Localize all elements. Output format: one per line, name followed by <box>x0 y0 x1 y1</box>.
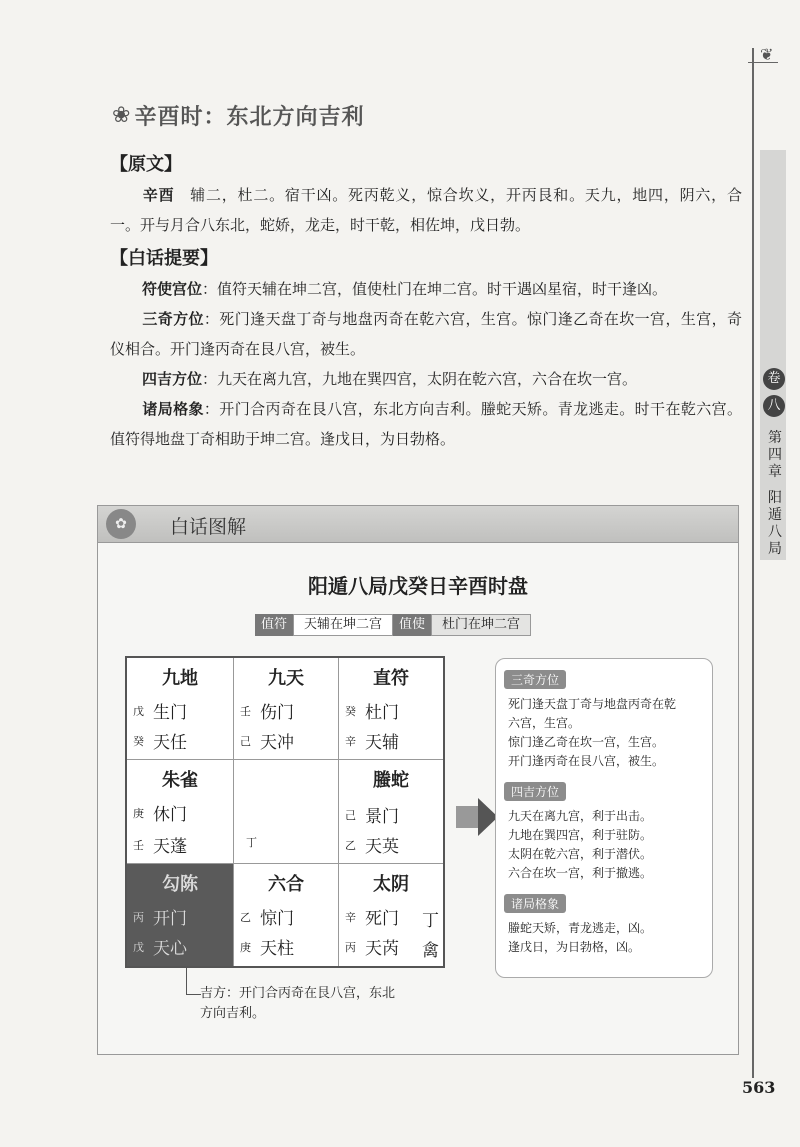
deity: 勾陈 <box>162 874 198 895</box>
stem: 庚 <box>240 940 251 954</box>
emblem-icon: ✿ <box>106 509 136 539</box>
vernacular-item <box>110 304 742 364</box>
page-border <box>752 48 754 1078</box>
original-text <box>110 180 742 240</box>
deity: 九天 <box>268 668 304 689</box>
stem: 戊 <box>133 704 144 718</box>
info-line: 六宫，生宫。 <box>508 716 581 730</box>
stem: 乙 <box>240 910 251 924</box>
zhifu-zhishi-bar <box>255 614 531 636</box>
chapter-label: 第四章 <box>768 430 782 480</box>
star: 天心 <box>153 939 187 959</box>
door: 景门 <box>365 807 399 827</box>
star: 天英 <box>365 837 399 857</box>
deity: 九地 <box>162 668 198 689</box>
stem: 辛 <box>345 910 356 924</box>
cloud-ornament-icon: ❀ <box>112 103 131 128</box>
diagram-title: 阳遁八局戊癸日辛酉时盘 <box>308 574 528 598</box>
star: 天芮 <box>365 939 399 959</box>
stem: 己 <box>240 734 251 748</box>
stem: 乙 <box>345 838 356 852</box>
original-body: 辅二，杜二。宿干凶。死丙乾义，惊合坎义，开丙艮和。天九，地四，阴六，合一。开与月合八东北，蛇娇，龙走，时干乾，相佐坤，戊日勃。 <box>110 186 742 234</box>
info-line: 逢戊日，为日勃格，凶。 <box>508 940 641 954</box>
star: 天柱 <box>260 939 294 959</box>
stem: 壬 <box>240 704 251 718</box>
door: 休门 <box>153 805 187 825</box>
stem: 丙 <box>133 910 144 924</box>
info-line: 死门逢天盘丁奇与地盘丙奇在乾 <box>508 697 677 711</box>
door: 惊门 <box>260 909 294 929</box>
deity: 直符 <box>373 668 409 689</box>
palace-cell <box>234 864 339 966</box>
vernacular-item <box>110 394 742 454</box>
stem: 丙 <box>345 940 356 954</box>
juan-number-badge: 八 <box>763 395 785 417</box>
info-line: 太阴在乾六宫，利于潜伏。 <box>508 847 653 861</box>
tag-three-qi: 三奇方位 <box>504 670 566 689</box>
star: 天辅 <box>365 733 399 753</box>
deity: 六合 <box>268 874 304 895</box>
vernacular-item <box>110 274 742 304</box>
item-text: ：九天在离九宫，九地在巽四宫，太阴在乾六宫，六合在坎一宫。 <box>202 370 638 388</box>
corner-stem: 丁 <box>422 911 439 931</box>
item-text: ：开门合丙奇在艮八宫，东北方向吉利。螣蛇天矫。青龙逃走。时干在乾六宫。值符得地盘丁奇相助于坤二宫。逢戊日，为日勃格。 <box>110 400 742 448</box>
info-line: 螣蛇天矫，青龙逃走，凶。 <box>508 921 653 935</box>
door: 开门 <box>153 909 187 929</box>
palace-cell-highlighted <box>127 864 234 966</box>
vernacular-heading: 【白话提要】 <box>110 248 218 269</box>
star: 天蓬 <box>153 837 187 857</box>
item-text: ：死门逢天盘丁奇与地盘丙奇在乾六宫，生宫。惊门逢乙奇在坎一宫，生宫，奇仪相合。开门逢丙奇在艮八宫，被生。 <box>110 310 742 358</box>
deity: 朱雀 <box>162 770 198 791</box>
tag-patterns: 诸局格象 <box>504 894 566 913</box>
diagram-tab-title: 白话图解 <box>170 516 247 538</box>
palace-cell <box>339 864 443 966</box>
chapter-title: 阳遁八局 <box>768 490 782 557</box>
palace-grid <box>125 656 445 968</box>
note-leader-line <box>186 968 201 995</box>
stem: 癸 <box>133 734 144 748</box>
star: 天冲 <box>260 733 294 753</box>
door: 杜门 <box>365 703 399 723</box>
center-palace <box>234 760 339 864</box>
door: 生门 <box>153 703 187 723</box>
stem: 辛 <box>345 734 356 748</box>
palace-cell <box>234 658 339 760</box>
tag-four-ji: 四吉方位 <box>504 782 566 801</box>
door: 伤门 <box>260 703 294 723</box>
info-line: 惊门逢乙奇在坎一宫，生宫。 <box>508 735 665 749</box>
info-line: 六合在坎一宫，利于撤逃。 <box>508 866 653 880</box>
palace-cell <box>339 658 443 760</box>
item-text: ：值符天辅在坤二宫，值使杜门在坤二宫。时干遇凶星宿，时干逢凶。 <box>202 280 668 298</box>
section-header <box>112 100 364 131</box>
page-number: 563 <box>742 1078 776 1097</box>
stem: 己 <box>345 808 356 822</box>
original-lead: 辛酉 <box>142 186 175 204</box>
corner-star: 禽 <box>422 941 439 961</box>
section-title: 辛酉时：东北方向吉利 <box>134 105 365 130</box>
diagram-panel <box>97 505 739 1055</box>
item-label: 三奇方位 <box>142 310 204 328</box>
palace-cell <box>127 658 234 760</box>
stem: 丁 <box>246 836 257 849</box>
vernacular-item <box>110 364 742 394</box>
info-line: 九地在巽四宫，利于驻防。 <box>508 828 653 842</box>
original-heading: 【原文】 <box>110 154 182 175</box>
deity: 太阴 <box>373 874 409 895</box>
star: 天任 <box>153 733 187 753</box>
info-line: 九天在离九宫，利于出击。 <box>508 809 653 823</box>
stem: 庚 <box>133 806 144 820</box>
palace-cell <box>127 760 234 864</box>
corner-ornament-icon: ❦ <box>760 45 774 64</box>
stem: 戊 <box>133 940 144 954</box>
item-label: 符使宫位 <box>142 280 203 298</box>
item-label: 四吉方位 <box>142 370 203 388</box>
stem: 壬 <box>133 838 144 852</box>
deity: 螣蛇 <box>373 770 409 791</box>
stem: 癸 <box>345 704 356 718</box>
diagram-tab <box>98 506 738 543</box>
palace-cell <box>339 760 443 864</box>
item-label: 诸局格象 <box>142 400 204 418</box>
zhishi-label: 值使 <box>393 614 431 636</box>
zhifu-value: 天辅在坤二宫 <box>293 614 393 636</box>
juan-badge: 卷 <box>763 368 785 390</box>
zhifu-label: 值符 <box>255 614 293 636</box>
door: 死门 <box>365 909 399 929</box>
arrow-shaft <box>456 806 478 828</box>
zhishi-value: 杜门在坤二宫 <box>431 614 531 636</box>
info-box <box>495 658 713 978</box>
info-line: 开门逢丙奇在艮八宫，被生。 <box>508 754 665 768</box>
auspicious-note: 吉方：开门合丙奇在艮八宫，东北方向吉利。 <box>200 986 396 1021</box>
